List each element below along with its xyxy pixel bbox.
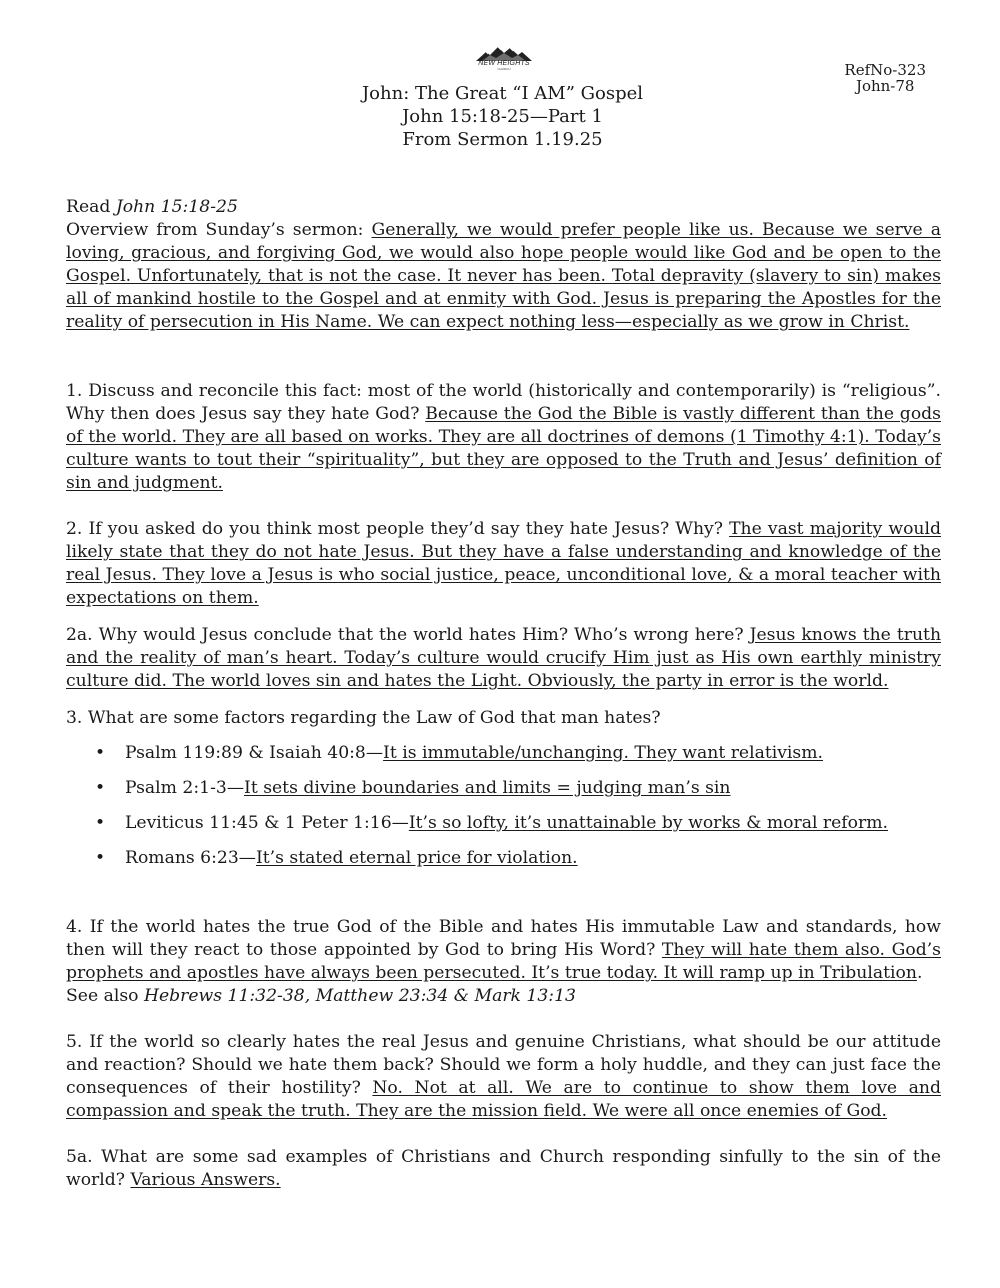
study-content xyxy=(66,196,941,1192)
factor-reference: Leviticus 11:45 & 1 Peter 1:16— xyxy=(125,813,409,833)
bullet: • xyxy=(95,743,106,763)
law-factors-list xyxy=(66,742,941,870)
answer-period: . xyxy=(916,963,923,983)
list-item xyxy=(66,777,941,800)
list-item xyxy=(66,847,941,870)
question-5 xyxy=(66,1031,941,1123)
question-1-text: 1. Discuss and reconcile this fact: most of the world (historically and contemporarily) is “religious”. Why then does Jesus say they hate God? xyxy=(66,381,941,424)
title-line-1: John: The Great “I AM” Gospel xyxy=(361,83,644,104)
bullet: • xyxy=(95,778,106,798)
question-4-text: 4. If the world hates the true God of the Bible and hates His immutable Law and standards, how then will they react to those appointed by God to bring His Word? xyxy=(66,917,941,960)
read-label: Read xyxy=(66,197,116,217)
question-3-text: 3. What are some factors regarding the Law of God that man hates? xyxy=(66,708,661,728)
question-2-text: 2. If you asked do you think most people they’d say they hate Jesus? Why? xyxy=(66,519,730,539)
question-2 xyxy=(66,518,941,610)
factor-answer: It’s stated eternal price for violation. xyxy=(255,848,578,868)
question-1-answer: Because the God the Bible is vastly different than the gods of the world. They are all based on works. They are all doctrines of demons (1 Timothy 4:1). Today’s culture wants to tout their “spirituality”, but they are opposed to the Truth and Jesus’ definition of sin and judgment. xyxy=(66,404,941,493)
list-item xyxy=(66,812,941,835)
ref-no: RefNo-323 xyxy=(844,61,926,79)
question-2-answer: The vast majority would likely state that they do not hate Jesus. But they have a false understanding and knowledge of the real Jesus. They love a Jesus is who social justice, peace, unconditional love, & a moral teacher with expectations on them. xyxy=(66,519,941,608)
question-5a-text: 5a. What are some sad examples of Christians and Church responding sinfully to the sin of the world? xyxy=(66,1147,941,1190)
overview-text: Generally, we would prefer people like us. Because we serve a loving, gracious, and forgiving God, we would also hope people would like God and be open to the Gospel. Unfortunately, that is not the case. It never has been. Total depravity (slavery to sin) makes all of mankind hostile to the Gospel and at enmity with God. Jesus is preparing the Apostles for the reality of persecution in His Name. We can expect nothing less—especially as we grow in Christ. xyxy=(66,220,942,332)
overview-label: Overview from Sunday’s sermon: xyxy=(66,220,372,240)
factor-answer: It sets divine boundaries and limits = judging man’s sin xyxy=(244,778,731,798)
question-3 xyxy=(66,707,941,730)
question-4 xyxy=(66,916,941,985)
factor-reference: Psalm 2:1-3— xyxy=(125,778,245,798)
logo-subtext: CHURCH xyxy=(497,67,511,71)
question-2a xyxy=(66,624,941,693)
question-4-answer: They will hate them also. God’s prophets and apostles have always been persecuted. It’s true today. It will ramp up in Tribulation xyxy=(66,940,941,983)
list-item xyxy=(66,742,941,765)
question-5a xyxy=(66,1146,941,1192)
read-line xyxy=(66,196,941,219)
question-1 xyxy=(66,380,941,495)
page-title xyxy=(280,82,725,151)
title-line-2: John 15:18-25—Part 1 xyxy=(402,106,603,127)
bullet: • xyxy=(95,813,106,833)
factor-reference: Romans 6:23— xyxy=(125,848,256,868)
see-also-label: See also xyxy=(66,986,144,1006)
question-2a-text: 2a. Why would Jesus conclude that the world hates Him? Who’s wrong here? xyxy=(66,625,750,645)
see-also-line xyxy=(66,985,941,1008)
title-line-3: From Sermon 1.19.25 xyxy=(402,129,603,150)
bullet: • xyxy=(95,848,106,868)
factor-answer: It’s so lofty, it’s unattainable by works & moral reform. xyxy=(408,813,888,833)
question-5-answer: No. Not at all. We are to continue to show them love and compassion and speak the truth. They are the mission field. We were all once enemies of God. xyxy=(66,1078,941,1121)
logo-text: NEW HEIGHTS xyxy=(478,60,530,67)
read-reference: John 15:18-25 xyxy=(115,197,238,217)
reference-number xyxy=(844,62,926,94)
question-5a-answer: Various Answers. xyxy=(130,1170,281,1190)
overview-paragraph xyxy=(66,219,941,334)
ref-code: John-78 xyxy=(855,77,915,95)
question-2a-answer: Jesus knows the truth and the reality of man’s heart. Today’s culture would crucify Him just as His own earthly ministry culture did. The world loves sin and hates the Light. Obviously, the party in error is the world. xyxy=(66,625,942,691)
church-logo xyxy=(472,44,536,78)
see-also-references: Hebrews 11:32-38, Matthew 23:34 & Mark 13:13 xyxy=(143,986,576,1006)
factor-answer: It is immutable/unchanging. They want relativism. xyxy=(383,743,824,763)
factor-reference: Psalm 119:89 & Isaiah 40:8— xyxy=(125,743,384,763)
question-5-text: 5. If the world so clearly hates the real Jesus and genuine Christians, what should be our attitude and reaction? Should we hate them back? Should we form a holy huddle, and they can just face the consequences of their hostility? xyxy=(66,1032,941,1098)
